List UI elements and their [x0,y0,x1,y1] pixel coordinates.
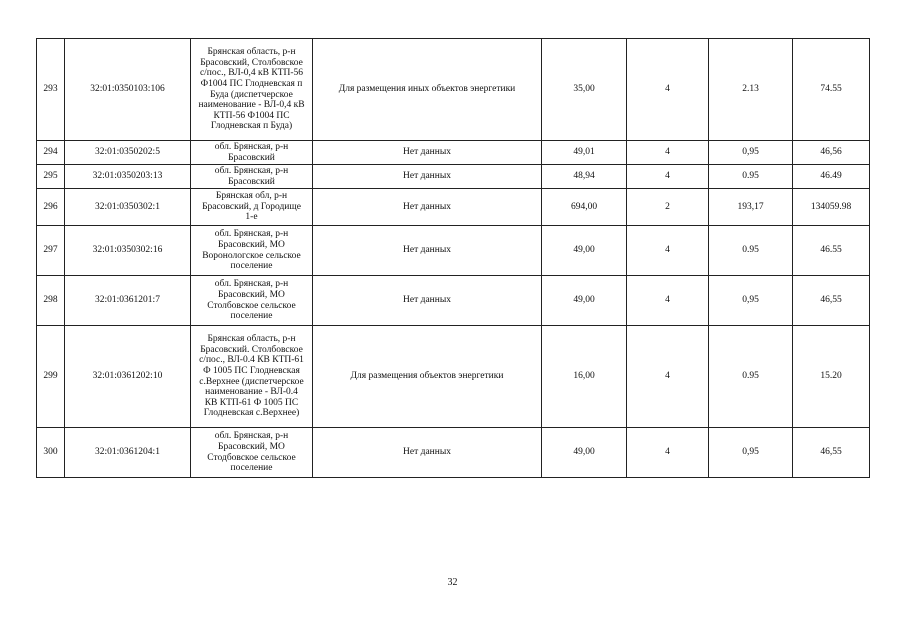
row-number: 295 [37,165,65,189]
category-cell: 4 [627,428,709,478]
row-number: 300 [37,428,65,478]
cadastral-number: 32:01:0361201:7 [65,276,191,326]
cadastral-number: 32:01:0350202:5 [65,141,191,165]
row-number: 294 [37,141,65,165]
cadastral-number: 32:01:0361204:1 [65,428,191,478]
area-cell: 35,00 [542,39,627,141]
address-cell: обл. Брянская, р-н Брасовский, МО Столбовское сельское поселение [191,276,313,326]
page-number: 32 [447,577,458,588]
rate-cell: 2.13 [709,39,793,141]
address-cell: обл. Брянская, р-н Брасовский [191,141,313,165]
sum-cell: 15.20 [793,326,870,428]
area-cell: 49,00 [542,428,627,478]
category-cell: 4 [627,326,709,428]
table-row [37,165,870,189]
sum-cell: 74.55 [793,39,870,141]
area-cell: 49,01 [542,141,627,165]
table-row [37,189,870,226]
rate-cell: 0.95 [709,226,793,276]
sum-cell: 46,56 [793,141,870,165]
table-row [37,276,870,326]
table-row [37,326,870,428]
sum-cell: 46,55 [793,428,870,478]
cadastral-number: 32:01:0350103:106 [65,39,191,141]
sum-cell: 134059.98 [793,189,870,226]
row-number: 299 [37,326,65,428]
category-cell: 4 [627,165,709,189]
sum-cell: 46.55 [793,226,870,276]
rate-cell: 193,17 [709,189,793,226]
category-cell: 4 [627,276,709,326]
rate-cell: 0.95 [709,326,793,428]
table-row [37,39,870,141]
usage-cell: Нет данных [313,141,542,165]
address-cell: Брянская область, р-н Брасовский. Столбовское с/пос., ВЛ-0.4 КВ КТП-61 Ф 1005 ПС Глодневская с.Верхнее (диспетчерское наименование - ВЛ-0.4 КВ КТП-61 Ф 1005 ПС Глодневская с.Верхнее) [191,326,313,428]
table-row [37,226,870,276]
usage-cell: Нет данных [313,428,542,478]
area-cell: 48,94 [542,165,627,189]
usage-cell: Для размещения иных объектов энергетики [313,39,542,141]
area-cell: 49,00 [542,276,627,326]
land-plot-table [36,38,870,478]
rate-cell: 0,95 [709,276,793,326]
category-cell: 2 [627,189,709,226]
address-cell: Брянская область, р-н Брасовский, Столбовское с/пос., ВЛ-0,4 кВ КТП-56 Ф1004 ПС Глодневская п Буда (диспетчерское наименование - ВЛ-0,4 кВ КТП-56 Ф1004 ПС Глодневская п Буда) [191,39,313,141]
rate-cell: 0,95 [709,428,793,478]
row-number: 297 [37,226,65,276]
sum-cell: 46.49 [793,165,870,189]
category-cell: 4 [627,141,709,165]
area-cell: 49,00 [542,226,627,276]
address-cell: обл. Брянская, р-н Брасовский [191,165,313,189]
row-number: 298 [37,276,65,326]
area-cell: 16,00 [542,326,627,428]
cadastral-number: 32:01:0350302:1 [65,189,191,226]
row-number: 296 [37,189,65,226]
rate-cell: 0.95 [709,165,793,189]
rate-cell: 0,95 [709,141,793,165]
cadastral-number: 32:01:0361202:10 [65,326,191,428]
row-number: 293 [37,39,65,141]
table-row [37,428,870,478]
cadastral-number: 32:01:0350302:16 [65,226,191,276]
area-cell: 694,00 [542,189,627,226]
category-cell: 4 [627,39,709,141]
usage-cell: Для размещения объектов энергетики [313,326,542,428]
category-cell: 4 [627,226,709,276]
table-row [37,141,870,165]
usage-cell: Нет данных [313,226,542,276]
sum-cell: 46,55 [793,276,870,326]
address-cell: Брянская обл, р-н Брасовский, д Городище 1-е [191,189,313,226]
usage-cell: Нет данных [313,189,542,226]
cadastral-number: 32:01:0350203:13 [65,165,191,189]
address-cell: обл. Брянская, р-н Брасовский, МО Воронологское сельское поселение [191,226,313,276]
usage-cell: Нет данных [313,276,542,326]
usage-cell: Нет данных [313,165,542,189]
address-cell: обл. Брянская, р-н Брасовский, МО Стодбовское сельское поселение [191,428,313,478]
